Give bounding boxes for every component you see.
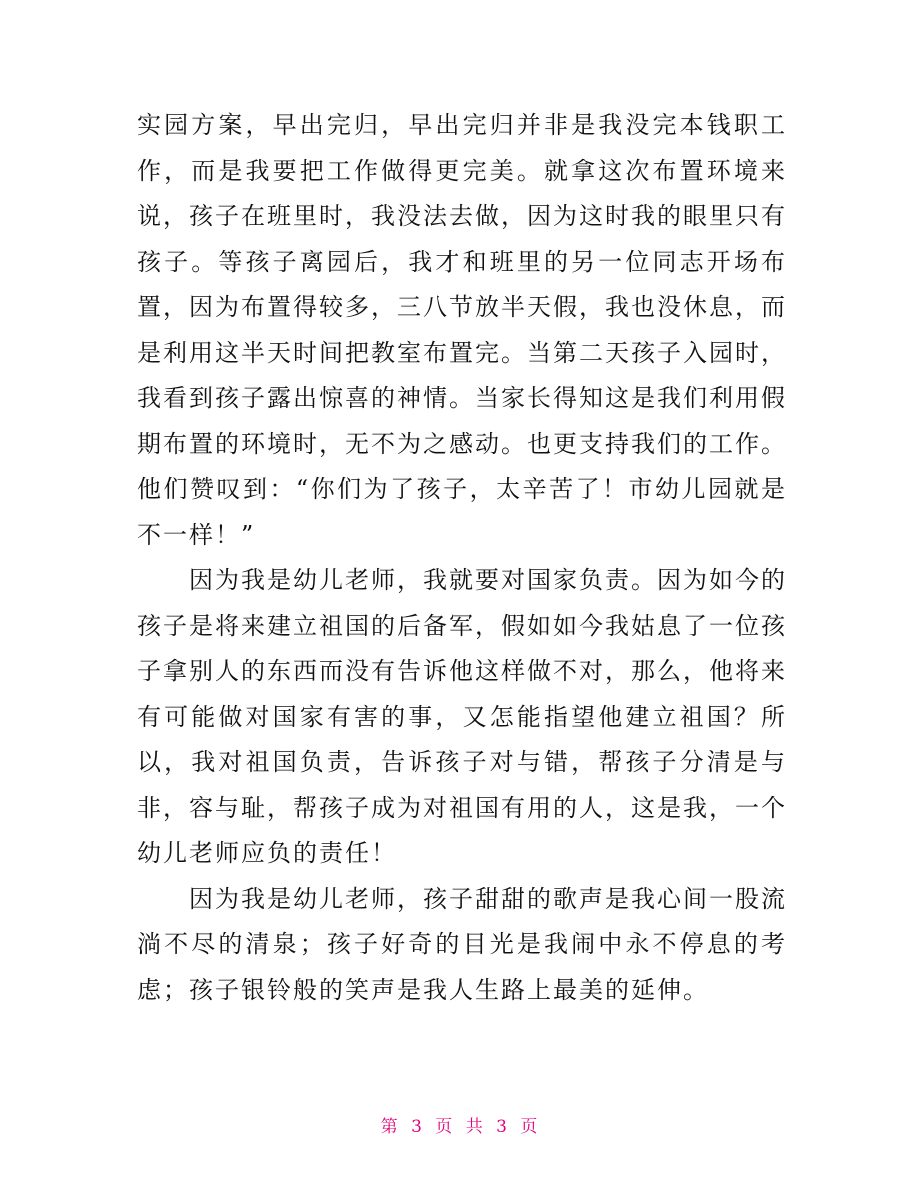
document-body [137, 103, 787, 1013]
paragraph-1: 实园方案，早出完归，早出完归并非是我没完本钱职工作，而是我要把工作做得更完美。就拿这次布置环境来说，孩子在班里时，我没法去做，因为这时我的眼里只有孩子。等孩子离园后，我才和班里的另一位同志开场布置，因为布置得较多，三八节放半天假，我也没休息，而是利用这半天时间把教室布置完。当第二天孩子入园时，我看到孩子露出惊喜的神情。当家长得知这是我们利用假期布置的环境时，无不为之感动。也更支持我们的工作。他们赞叹到：“你们为了孩子，太辛苦了！市幼儿园就是不一样！” [137, 111, 787, 549]
page-footer: 第 3 页 共 3 页 [380, 1117, 540, 1137]
paragraph-2: 因为我是幼儿老师，我就要对国家负责。因为如今的孩子是将来建立祖国的后备军，假如如今我姑息了一位孩子拿别人的东西而没有告诉他这样做不对，那么，他将来有可能做对国家有害的事，又怎能指望他建立祖国？所以，我对祖国负责，告诉孩子对与错，帮孩子分清是与非，容与耻，帮孩子成为对祖国有用的人，这是我，一个幼儿老师应负的责任！ [137, 566, 787, 867]
paragraph-3: 因为我是幼儿老师，孩子甜甜的歌声是我心间一股流淌不尽的清泉；孩子好奇的目光是我闹中永不停息的考虑；孩子银铃般的笑声是我人生路上最美的延伸。 [137, 884, 787, 1004]
